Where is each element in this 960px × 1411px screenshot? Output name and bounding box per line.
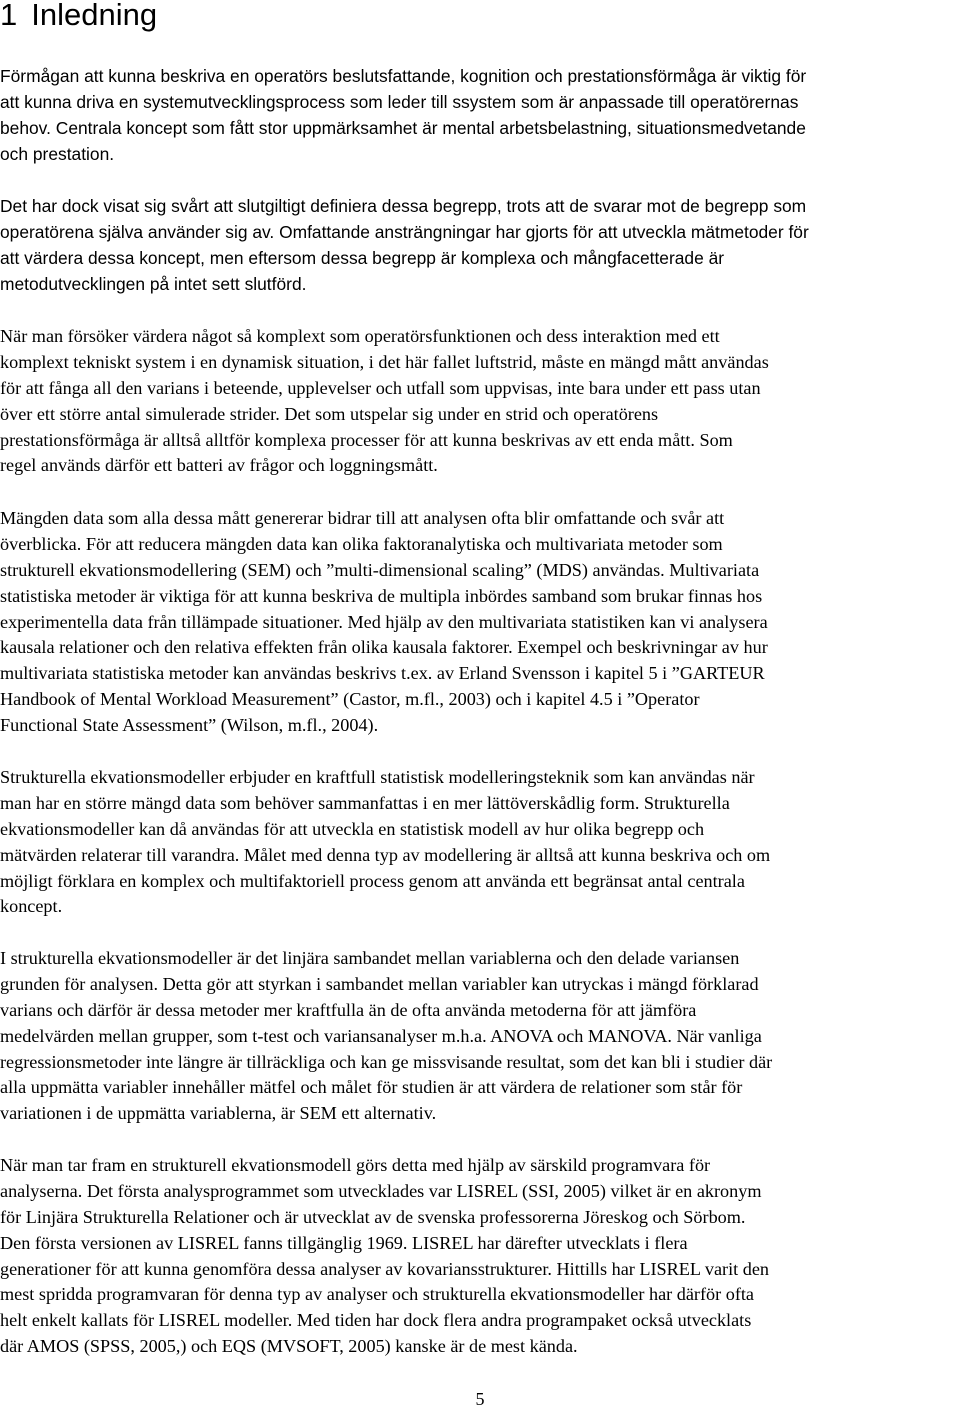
paragraph-line: metodutvecklingen på intet sett slutförd.	[0, 273, 307, 294]
paragraph-7	[0, 1153, 956, 1360]
paragraph-line: alla uppmätta variabler innehåller mätfel och målet för studien är att värdera de relationer som står för	[0, 1077, 743, 1098]
paragraph-line: koncept.	[0, 896, 63, 917]
section-title: Inledning	[31, 0, 158, 32]
paragraph-line: analyserna. Det första analysprogrammet som utvecklades var LISREL (SSI, 2005) vilket är en akronym	[0, 1180, 762, 1201]
paragraph-line: operatörena själva använder sig av. Omfattande ansträngningar har gjorts för att utveckla mätmetoder för	[0, 221, 809, 242]
paragraph-line: att kunna driva en systemutvecklingsprocess som leder till ssystem som är anpassade till operatörernas	[0, 91, 799, 112]
paragraph-line: över ett större antal simulerade strider. Det som utspelar sig under en strid och operatörens	[0, 403, 659, 424]
paragraph-line: helt enkelt kallats för LISREL modeller. Med tiden har dock flera andra programpaket också utvecklats	[0, 1310, 752, 1331]
paragraph-line: ekvationsmodeller kan då användas för att utveckla en statistisk modell av hur olika begrepp och	[0, 818, 705, 839]
paragraph-line: strukturell ekvationsmodellering (SEM) och ”multi-dimensional scaling” (MDS) användas. Multivariata	[0, 559, 760, 580]
paragraph-line: möjligt förklara en komplex och multifaktoriell process genom att använda ett begränsat antal centrala	[0, 870, 745, 891]
paragraph-line: Det har dock visat sig svårt att slutgiltigt definiera dessa begrepp, trots att de svarar mot de begrepp som	[0, 196, 807, 216]
paragraph-line: Functional State Assessment” (Wilson, m.fl., 2004).	[0, 715, 379, 736]
paragraph-4	[0, 506, 956, 739]
paragraph-2	[0, 194, 956, 298]
paragraph-line: När man försöker värdera något så komplext som operatörsfunktionen och dess interaktion med ett	[0, 326, 720, 346]
paragraph-line: och prestation.	[0, 143, 115, 164]
paragraph-5	[0, 765, 956, 920]
paragraph-line: Den första versionen av LISREL fanns tillgänglig 1969. LISREL har därefter utvecklats i flera	[0, 1232, 688, 1253]
paragraph-3	[0, 324, 956, 479]
paragraph-line: statistiska metoder är viktiga för att kunna beskriva de multipla inbördes samband som brukar finnas hos	[0, 585, 763, 606]
paragraph-line: för Linjära Strukturella Relationer och är utvecklat av de svenska professorerna Jöreskog och Sörbom.	[0, 1206, 746, 1227]
paragraph-line: Förmågan att kunna beskriva en operatörs beslutsfattande, kognition och prestationsförmåga är viktig för	[0, 66, 807, 86]
page-number: 5	[475, 1389, 485, 1409]
paragraph-line: regressionsmetoder inte längre är tillräckliga och kan ge missvisande resultat, som det kan bli i studier där	[0, 1051, 773, 1072]
paragraph-line: grunden för analysen. Detta gör att styrkan i sambandet mellan variabler kan utryckas i mängd förklarad	[0, 973, 759, 994]
paragraph-line: komplext tekniskt system i en dynamisk situation, i det här fallet luftstrid, måste en mängd mått användas	[0, 351, 769, 372]
paragraph-line: Mängden data som alla dessa mått genererar bidrar till att analysen ofta blir omfattande och svår att	[0, 508, 725, 528]
paragraph-line: regel används därför ett batteri av frågor och loggningsmått.	[0, 455, 438, 476]
paragraph-1	[0, 64, 956, 168]
paragraph-line: att värdera dessa koncept, men eftersom dessa begrepp är komplexa och mångfacetterade är	[0, 247, 725, 268]
paragraph-6	[0, 946, 956, 1127]
paragraph-line: Handbook of Mental Workload Measurement” (Castor, m.fl., 2003) och i kapitel 4.5 i ”Operator	[0, 689, 700, 710]
section-heading	[0, 0, 157, 33]
paragraph-line: multivariata statistiska metoder kan användas beskrivs t.ex. av Erland Svensson i kapitel 5 i ”GARTEUR	[0, 663, 765, 684]
paragraph-line: variationen i de uppmätta variablerna, är SEM ett alternativ.	[0, 1103, 437, 1124]
paragraph-line: generationer för att kunna genomföra dessa analyser av kovariansstrukturer. Hittills har LISREL varit den	[0, 1258, 770, 1279]
paragraph-line: där AMOS (SPSS, 2005,) och EQS (MVSOFT, 2005) kanske är de mest kända.	[0, 1336, 578, 1357]
paragraph-line: I strukturella ekvationsmodeller är det linjära sambandet mellan variablerna och den delade variansen	[0, 948, 740, 968]
paragraph-line: behov. Centrala koncept som fått stor uppmärksamhet är mental arbetsbelastning, situationsmedvetande	[0, 117, 806, 138]
paragraph-line: Strukturella ekvationsmodeller erbjuder en kraftfull statistisk modelleringsteknik som kan användas när	[0, 767, 755, 787]
paragraph-line: medelvärden mellan grupper, som t-test och variansanalyser m.h.a. ANOVA och MANOVA. När vanliga	[0, 1025, 762, 1046]
paragraph-line: överblicka. För att reducera mängden data kan olika faktoranalytiska och multivariata metoder som	[0, 533, 723, 554]
paragraph-line: mätvärden relaterar till varandra. Målet med denna typ av modellering är alltså att kunna beskriva och om	[0, 844, 771, 865]
paragraph-line: När man tar fram en strukturell ekvationsmodell görs detta med hjälp av särskild programvara för	[0, 1155, 711, 1175]
paragraph-line: mest spridda programvaran för denna typ av analyser och strukturella ekvationsmodeller har därför ofta	[0, 1284, 754, 1305]
paragraph-line: experimentella data från tillämpade situationer. Med hjälp av den multivariata statistiken kan vi analysera	[0, 611, 768, 632]
paragraph-line: varians och därför är dessa metoder mer kraftfulla än de ofta använda metoderna för att jämföra	[0, 999, 697, 1020]
section-number: 1	[0, 0, 18, 32]
paragraph-line: för att fånga all den varians i beteende, upplevelser och utfall som uppvisas, inte bara under ett pass utan	[0, 377, 761, 398]
paragraph-line: man har en större mängd data som behöver sammanfattas i en mer lättöverskådlig form. Strukturella	[0, 792, 730, 813]
paragraph-line: prestationsförmåga är alltså alltför komplexa processer för att kunna beskrivas av ett enda mått. Som	[0, 429, 733, 450]
paragraph-line: kausala relationer och den relativa effekten från olika kausala faktorer. Exempel och beskrivningar av hur	[0, 637, 768, 658]
